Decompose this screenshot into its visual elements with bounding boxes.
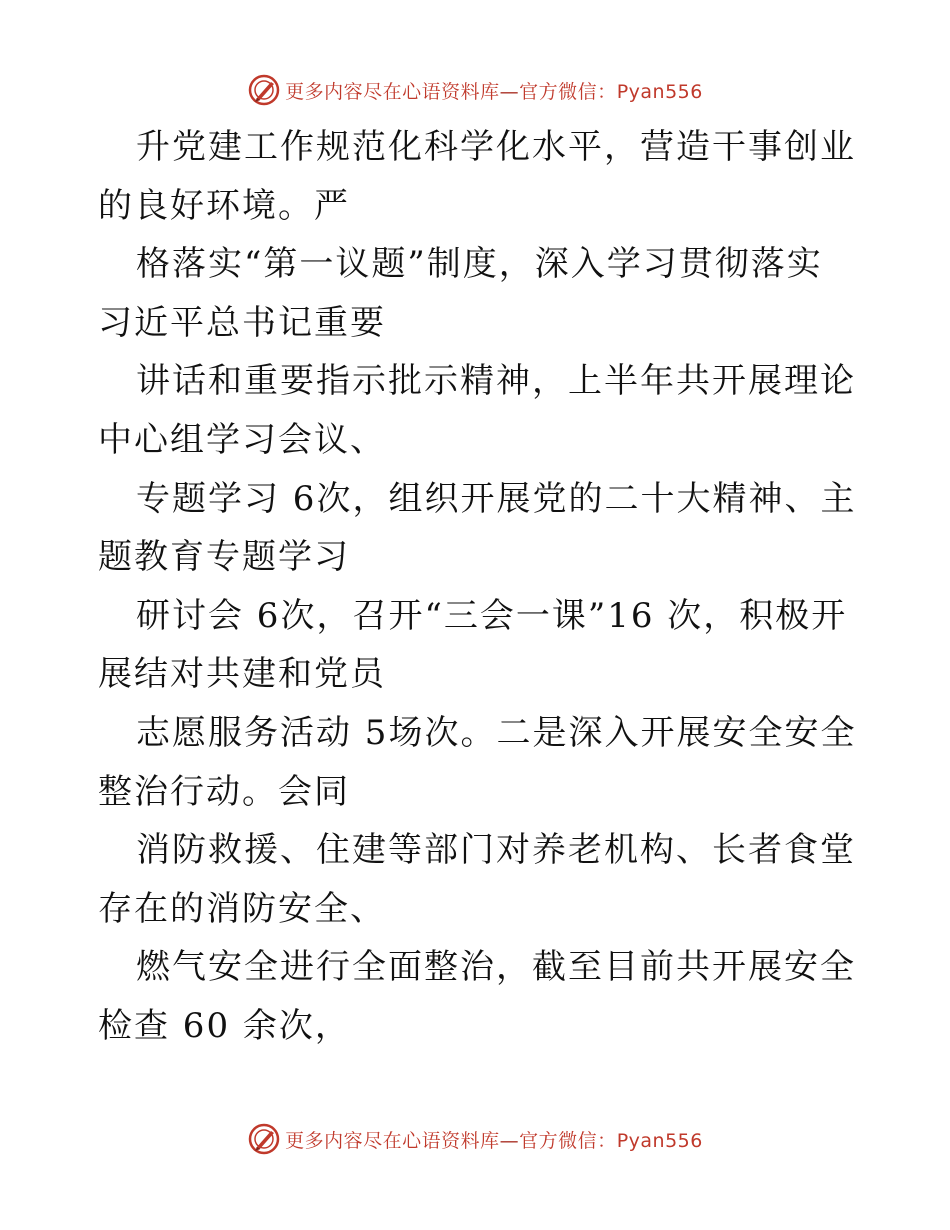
- watermark-text: [285, 77, 703, 104]
- paragraph: 志愿服务活动 5场次。二是深入开展安全安全整治行动。会同: [98, 712, 857, 812]
- watermark-dash: —: [499, 80, 520, 103]
- watermark-label: 官方微信：: [519, 80, 617, 103]
- watermark-text: [285, 1126, 703, 1153]
- paragraph: 燃气安全进行全面整治，截至目前共开展安全检查 60 余次，: [98, 947, 856, 1046]
- paragraph: 升党建工作规范化科学化水平，营造干事创业的良好环境。严: [98, 127, 856, 226]
- watermark-account: Pyan556: [616, 80, 703, 103]
- paragraph: 专题学习 6次，组织开展党的二十大精神、主题教育专题学习: [98, 478, 857, 578]
- footer-watermark: [0, 1119, 950, 1159]
- paragraph: 讲话和重要指示批示精神，上半年共开展理论中心组学习会议、: [98, 361, 856, 460]
- paragraph: 格落实“第一议题”制度，深入学习贯彻落实习近平总书记重要: [98, 244, 823, 343]
- watermark-account: Pyan556: [616, 1129, 703, 1152]
- watermark-main: 更多内容尽在心语资料库: [285, 1129, 500, 1152]
- watermark-label: 官方微信：: [519, 1129, 617, 1152]
- watermark-main: 更多内容尽在心语资料库: [285, 80, 500, 103]
- watermark-dash: —: [499, 1129, 520, 1152]
- paragraph: 消防救援、住建等部门对养老机构、长者食堂存在的消防安全、: [98, 830, 856, 929]
- quill-logo-icon: [247, 1122, 281, 1156]
- paragraph: 研讨会 6次，召开“三会一课”16 次，积极开展结对共建和党员: [98, 595, 848, 695]
- document-body: [98, 118, 858, 1056]
- header-watermark: [0, 70, 950, 110]
- quill-logo-icon: [247, 73, 281, 107]
